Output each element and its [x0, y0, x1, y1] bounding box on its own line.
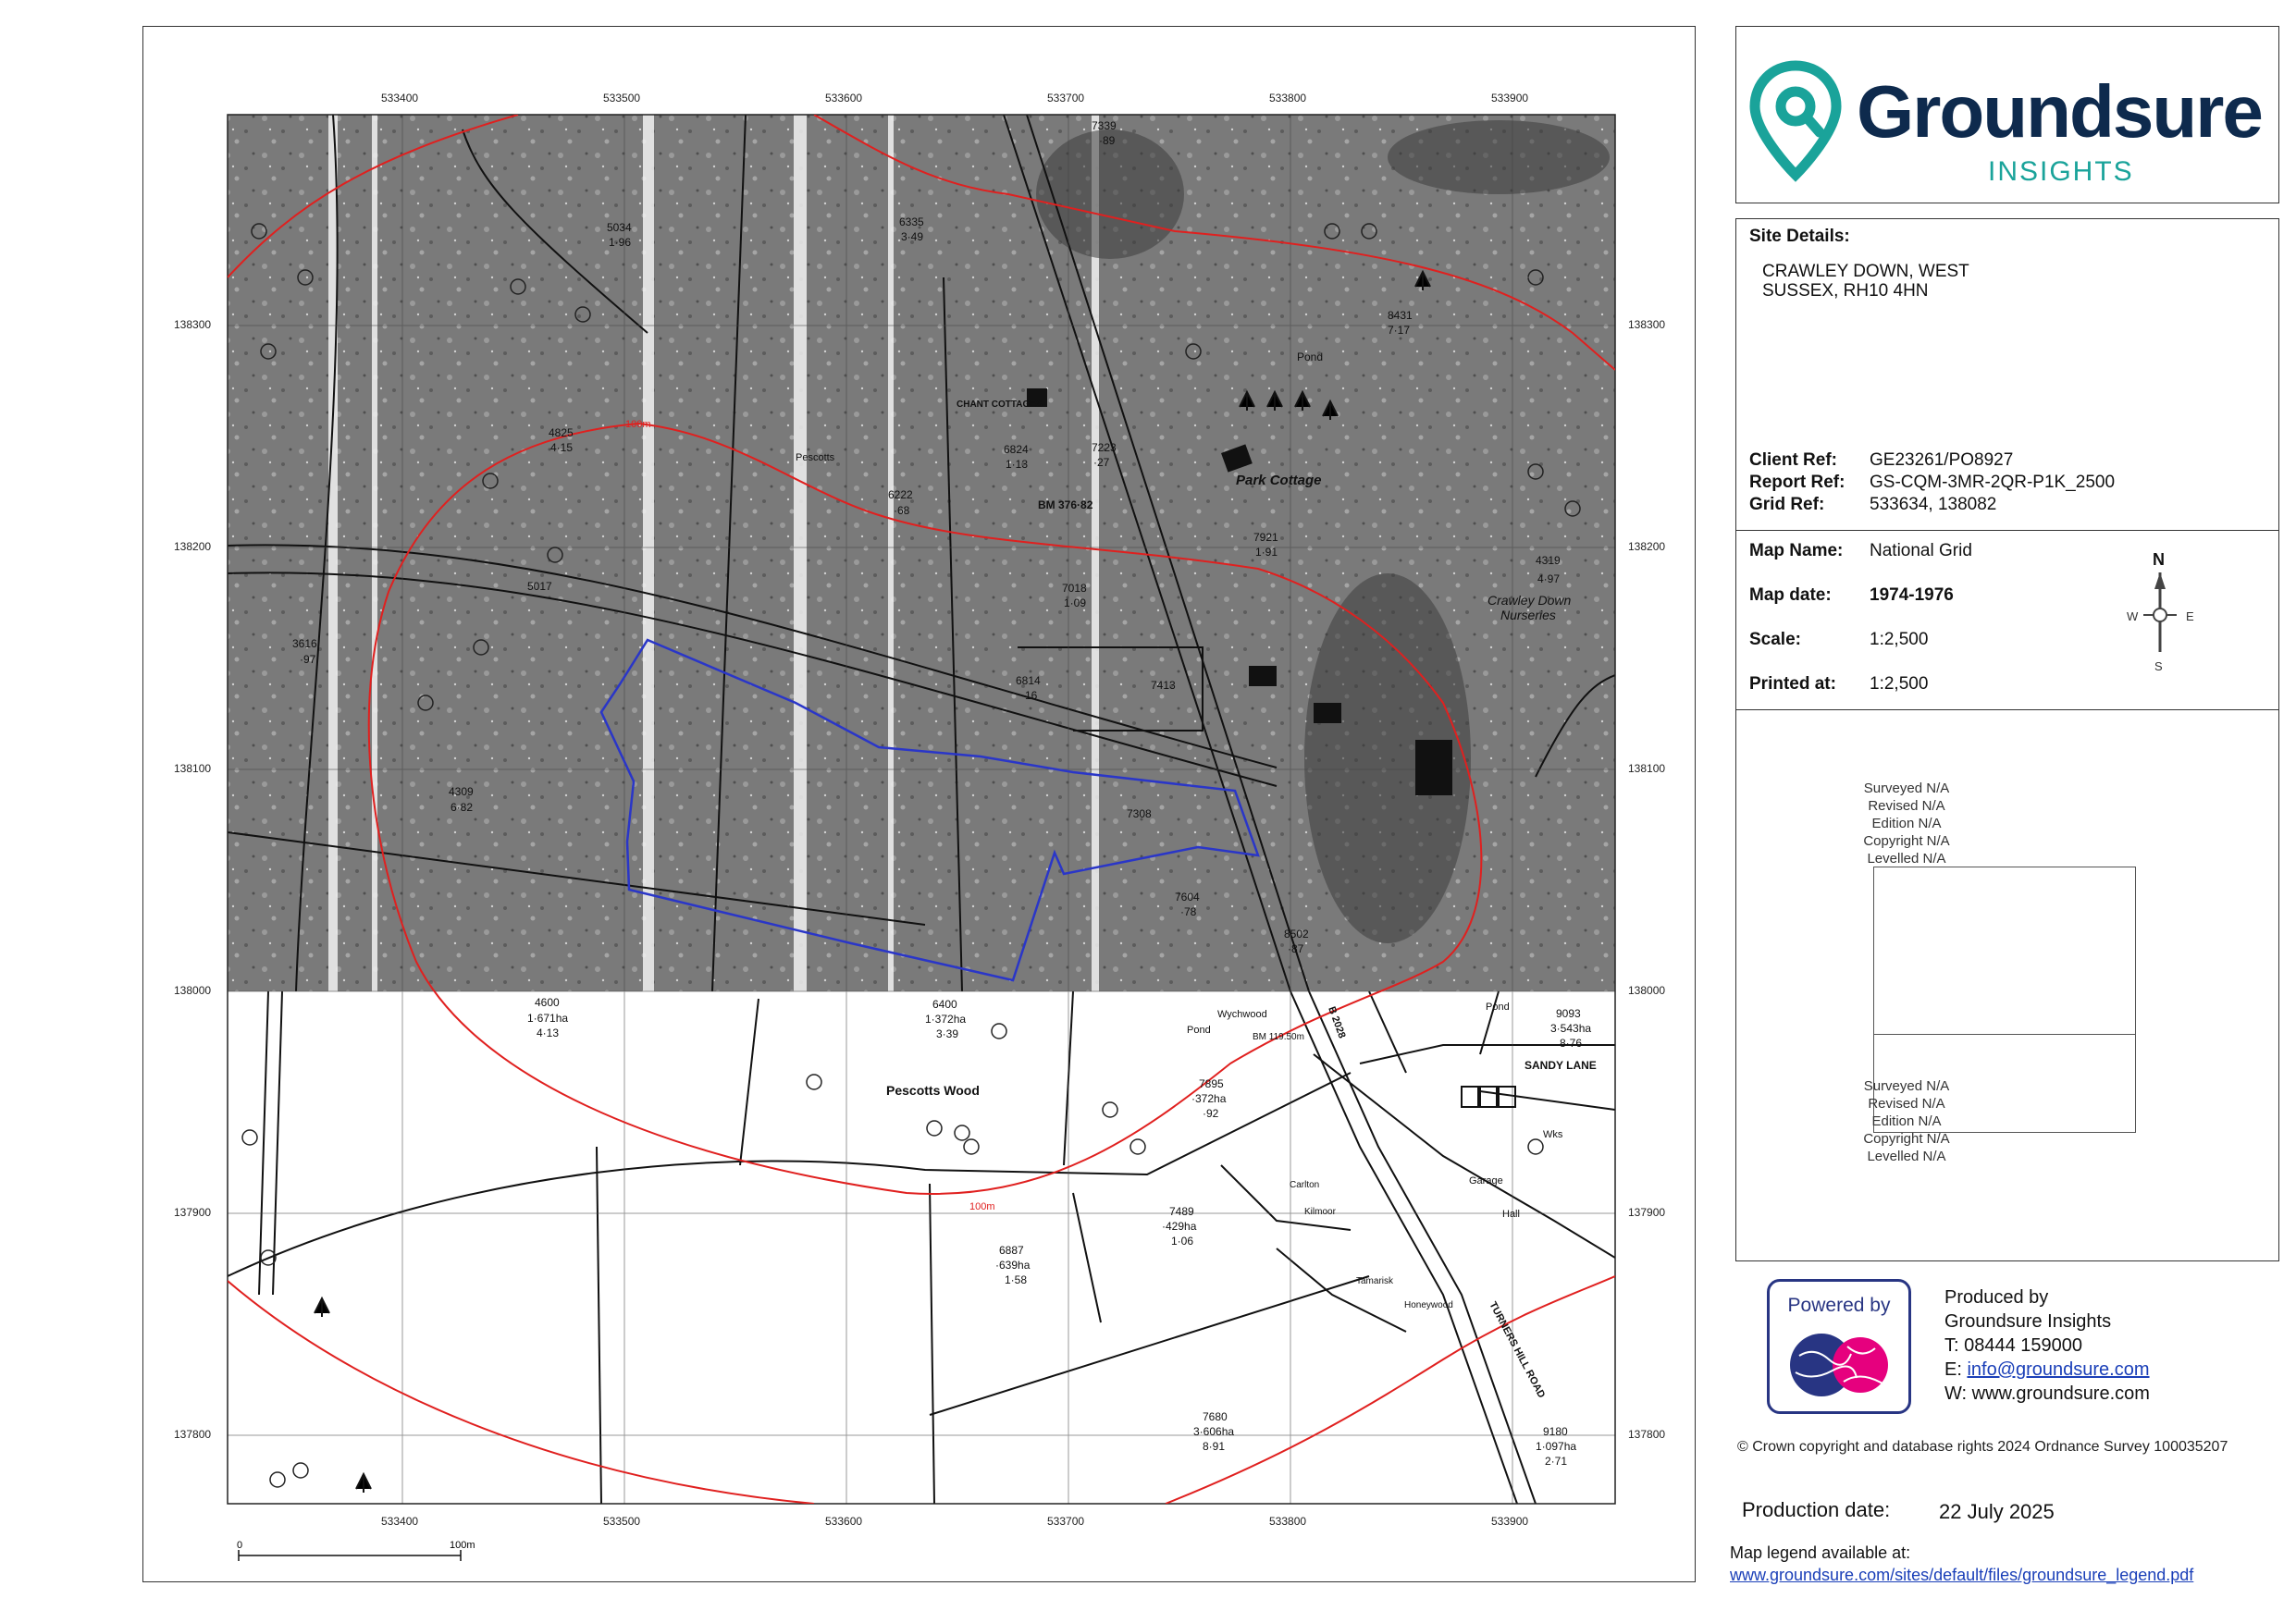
producer-name: Groundsure Insights — [1944, 1311, 2112, 1332]
map-label: 6222 — [888, 488, 913, 501]
map-label: 6335 — [899, 215, 924, 228]
map-label: 7413 — [1151, 679, 1176, 692]
map-label: ·89 — [1099, 134, 1116, 147]
map-label: Kilmoor — [1304, 1207, 1336, 1217]
map-label: Park Cottage — [1236, 473, 1322, 488]
address-line-1: CRAWLEY DOWN, WEST — [1762, 262, 1969, 281]
sheet-info-text: Revised N/A — [1868, 1096, 1945, 1112]
right-tick: 138200 — [1628, 540, 1666, 553]
map-label: 3616 — [292, 637, 317, 650]
grid-ref: 533634, 138082 — [1870, 495, 1997, 514]
map-label: 5017 — [527, 580, 552, 593]
map-label: ·87 — [1288, 942, 1304, 955]
left-tick: 137900 — [174, 1206, 212, 1219]
right-tick: 138300 — [1628, 318, 1666, 331]
site-details-label: Site Details: — [1749, 227, 1850, 246]
sheet-info-text: Surveyed N/A — [1863, 1078, 1950, 1094]
map-label: Carlton — [1290, 1180, 1320, 1190]
compass-n: N — [2153, 550, 2165, 569]
map-label: Nurseries — [1500, 608, 1556, 622]
sheet-info-text: Edition N/A — [1871, 1113, 1942, 1129]
map-label: Pond — [1486, 1002, 1510, 1013]
report-ref-label: Report Ref: — [1749, 473, 1845, 492]
map-label: 7489 — [1169, 1205, 1194, 1218]
printed-at-label: Printed at: — [1749, 674, 1836, 694]
map-label: ·429ha — [1162, 1220, 1197, 1233]
map-label: 1·58 — [1005, 1273, 1028, 1286]
map-label: ·97 — [300, 653, 316, 666]
sheet-index-divider — [1874, 1034, 2135, 1035]
top-tick: 533900 — [1491, 92, 1529, 105]
map-label: Garage — [1469, 1175, 1503, 1187]
producer-web: W: www.groundsure.com — [1944, 1383, 2150, 1404]
grid-ref-label: Grid Ref: — [1749, 495, 1825, 514]
map-label: 4600 — [535, 996, 560, 1009]
map-pin-icon — [1749, 60, 1842, 182]
printed-at-value: 1:2,500 — [1870, 674, 1929, 694]
map-date: 1974-1976 — [1870, 585, 1954, 605]
right-tick: 137800 — [1628, 1428, 1666, 1441]
buffer-label-top: 100m — [625, 419, 651, 430]
left-tick: 138100 — [174, 762, 212, 775]
map-label: 1·96 — [609, 236, 632, 249]
producer-phone: T: 08444 159000 — [1944, 1335, 2083, 1356]
left-tick: 138200 — [174, 540, 212, 553]
map-label: SANDY LANE — [1524, 1059, 1597, 1072]
logo-panel — [1735, 26, 2279, 203]
sheet-info-text: Copyright N/A — [1863, 833, 1950, 849]
producer-email-row — [1944, 1358, 2150, 1382]
map-label: 8·91 — [1203, 1440, 1226, 1453]
sheet-info-top — [1814, 780, 1999, 867]
sheet-info-bottom — [1814, 1077, 1999, 1165]
client-ref: GE23261/PO8927 — [1870, 450, 2014, 470]
left-tick: 138000 — [174, 984, 212, 997]
legend-link[interactable]: www.groundsure.com/sites/default/files/groundsure_legend.pdf — [1730, 1566, 2194, 1584]
powered-by-text: Powered by — [1787, 1295, 1891, 1316]
north-arrow — [2123, 550, 2197, 680]
producer-info — [1944, 1285, 2150, 1406]
top-tick: 533800 — [1269, 92, 1307, 105]
compass-s: S — [2154, 659, 2163, 673]
map-label: B 2028 — [1326, 1004, 1348, 1040]
map-label: ·92 — [1203, 1107, 1219, 1120]
map-label: 6·82 — [451, 801, 474, 814]
right-tick: 138100 — [1628, 762, 1666, 775]
map-label: Honeywood — [1404, 1300, 1453, 1310]
map-label: ·78 — [1180, 905, 1197, 918]
production-date: 22 July 2025 — [1939, 1500, 2055, 1523]
sheet-info-text: Surveyed N/A — [1863, 781, 1950, 796]
map-label: 7604 — [1175, 891, 1200, 904]
map-label: Pond — [1187, 1025, 1211, 1036]
client-ref-label: Client Ref: — [1749, 450, 1837, 470]
scale-bar — [237, 1540, 475, 1561]
map-label: Hall — [1502, 1209, 1520, 1220]
modern-map-area — [228, 991, 1615, 1504]
scale-value: 1:2,500 — [1870, 630, 1929, 649]
map-date-label: Map date: — [1749, 585, 1832, 605]
buffer-label-bottom: 100m — [969, 1201, 995, 1212]
map-label: 3·606ha — [1193, 1425, 1235, 1438]
address-line-2: SUSSEX, RH10 4HN — [1762, 281, 1929, 301]
sheet-info-text: Edition N/A — [1871, 816, 1942, 831]
map-label: 1·09 — [1064, 596, 1087, 609]
map-label: 7308 — [1127, 807, 1152, 820]
bottom-tick: 533700 — [1047, 1515, 1085, 1528]
right-tick: 138000 — [1628, 984, 1666, 997]
map-label: 4319 — [1536, 554, 1561, 567]
email-prefix: E: — [1944, 1359, 1968, 1380]
map-label: 7339 — [1092, 119, 1117, 132]
producer-email-link[interactable]: info@groundsure.com — [1967, 1359, 2150, 1380]
map-label: 5034 — [607, 221, 632, 234]
map-label: 7680 — [1203, 1410, 1228, 1423]
scalebar-end: 100m — [450, 1540, 475, 1551]
map-label: Crawley Down — [1487, 593, 1572, 608]
map-label: 1·671ha — [527, 1012, 569, 1025]
map-label: 1·06 — [1171, 1235, 1194, 1248]
legend-label: Map legend available at: — [1730, 1543, 1911, 1562]
logo-wordmark: Groundsure — [1857, 70, 2262, 153]
map-label: 6400 — [932, 998, 957, 1011]
map-label: 6824 — [1004, 443, 1029, 456]
map-label: 4·15 — [550, 441, 574, 454]
map-label: BM 119.50m — [1253, 1032, 1304, 1042]
map-name-label: Map Name: — [1749, 541, 1844, 560]
logo-subtitle: INSIGHTS — [1988, 156, 2134, 187]
map-label: TURNERS HILL ROAD — [1487, 1299, 1548, 1400]
top-tick: 533700 — [1047, 92, 1085, 105]
map-label: 8431 — [1388, 309, 1413, 322]
map-label: 4·13 — [537, 1027, 560, 1039]
right-tick: 137900 — [1628, 1206, 1666, 1219]
map-label: BM 376·82 — [1038, 498, 1093, 511]
map-label: 1·097ha — [1536, 1440, 1577, 1453]
map-label: CHANT COTTAGES — [957, 400, 1043, 410]
map-label: 9180 — [1543, 1425, 1568, 1438]
scale-label: Scale: — [1749, 630, 1801, 649]
bottom-tick: 533900 — [1491, 1515, 1529, 1528]
bottom-tick: 533800 — [1269, 1515, 1307, 1528]
map-label: 1·91 — [1255, 546, 1278, 559]
map-label: 7895 — [1199, 1077, 1224, 1090]
top-tick: 533500 — [603, 92, 641, 105]
map-label: Wychwood — [1217, 1009, 1267, 1020]
map-label: Pescotts — [796, 452, 835, 463]
top-tick: 533600 — [825, 92, 863, 105]
divider — [1736, 709, 2278, 710]
compass-e: E — [2186, 609, 2194, 623]
sheet-info-text: Levelled N/A — [1867, 851, 1946, 867]
map-label: ·16 — [1021, 689, 1038, 702]
map-label: ·27 — [1093, 456, 1110, 469]
map-label: 7223 — [1092, 441, 1117, 454]
map-label: 7921 — [1253, 531, 1278, 544]
sheet-info-text: Levelled N/A — [1867, 1149, 1946, 1164]
map-label: ·68 — [894, 504, 910, 517]
map-label: 9093 — [1556, 1007, 1581, 1020]
map-label: 4825 — [549, 426, 574, 439]
site-details-panel — [1735, 218, 2279, 1261]
compass-w: W — [2127, 609, 2139, 623]
os-logo-icon — [1786, 1328, 1894, 1402]
map-label: 1·372ha — [925, 1013, 967, 1026]
map-label: 3·49 — [901, 230, 924, 243]
map-label: 4·97 — [1537, 572, 1561, 585]
report-ref: GS-CQM-3MR-2QR-P1K_2500 — [1870, 473, 2116, 492]
map-label: 8·76 — [1560, 1037, 1583, 1050]
map-label: 1·13 — [1006, 458, 1029, 471]
sheet-info-text: Copyright N/A — [1863, 1131, 1950, 1147]
map-label: Wks — [1543, 1129, 1563, 1140]
map-label: 7·17 — [1388, 324, 1411, 337]
map-label: 8502 — [1284, 928, 1309, 941]
map-label: 2·71 — [1545, 1455, 1568, 1468]
map-label: ·372ha — [1191, 1092, 1227, 1105]
map-label: 3·543ha — [1550, 1022, 1592, 1035]
left-tick: 138300 — [174, 318, 212, 331]
map-label: Pescotts Wood — [886, 1083, 980, 1098]
map-label: 7018 — [1062, 582, 1087, 595]
map-label: 6814 — [1016, 674, 1041, 687]
os-powered-by-badge[interactable] — [1767, 1279, 1911, 1414]
map-label: 3·39 — [936, 1027, 959, 1040]
map-label: 6887 — [999, 1244, 1024, 1257]
map-label: ·639ha — [995, 1259, 1031, 1272]
map-label: 4309 — [449, 785, 474, 798]
bottom-tick: 533500 — [603, 1515, 641, 1528]
map-name: National Grid — [1870, 541, 1972, 560]
map-label: Tamarisk — [1356, 1276, 1394, 1286]
produced-by: Produced by — [1944, 1287, 2049, 1308]
copyright-notice: © Crown copyright and database rights 2024 Ordnance Survey 100035207 — [1737, 1439, 2228, 1455]
divider — [1736, 530, 2278, 531]
scalebar-start: 0 — [237, 1540, 243, 1551]
left-tick: 137800 — [174, 1428, 212, 1441]
production-date-label: Production date: — [1742, 1498, 1891, 1521]
bottom-tick: 533600 — [825, 1515, 863, 1528]
top-tick: 533400 — [381, 92, 419, 105]
map-label: Pond — [1297, 350, 1324, 363]
bottom-tick: 533400 — [381, 1515, 419, 1528]
sheet-info-text: Revised N/A — [1868, 798, 1945, 814]
